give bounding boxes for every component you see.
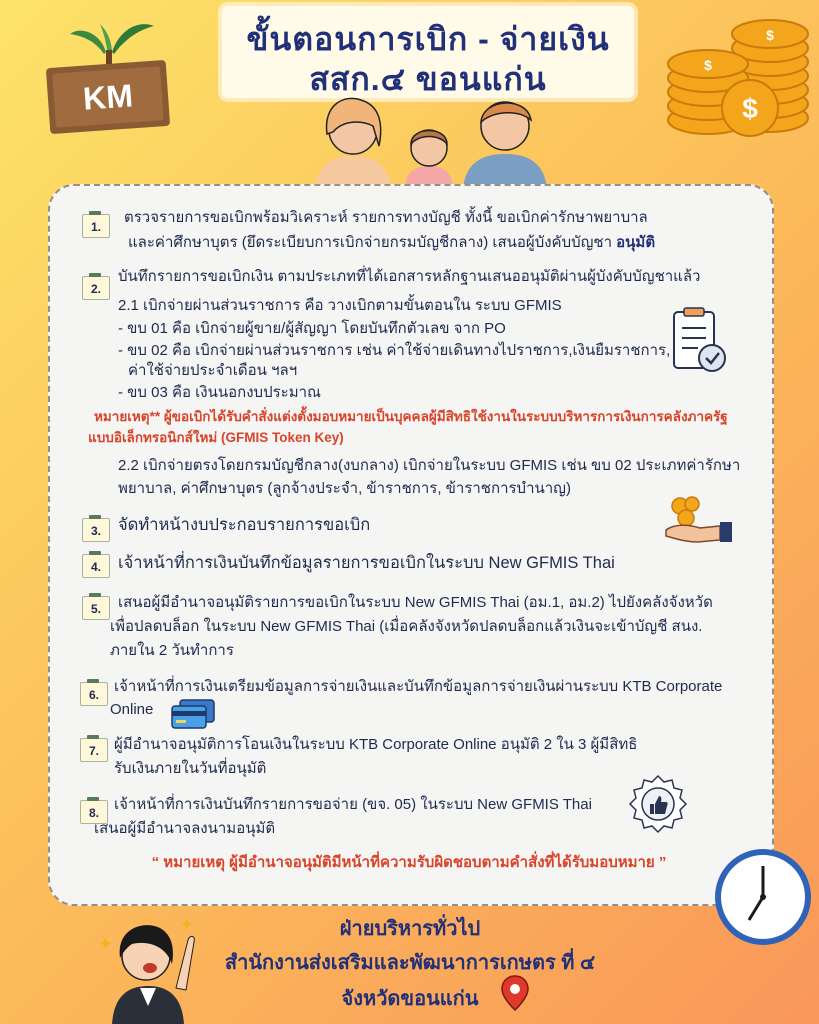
coin-stack-icon — [660, 8, 810, 148]
location-pin-icon — [500, 974, 530, 1012]
credit-card-icon — [170, 698, 216, 730]
step-2-note: หมายเหตุ** ผู้ขอเบิกได้รับคำสั่งแต่งตั้งมอบหมายเป็นบุคคลผู้มีสิทธิใช้งานในระบบบริหารการเงินการคลังภาครัฐ — [94, 409, 728, 424]
page-subtitle: สสก.๔ ขอนแก่น — [309, 61, 547, 97]
step-number-badge: 6. — [80, 682, 108, 706]
step-2-sub-1: 2.1 เบิกจ่ายผ่านส่วนราชการ คือ วางเบิกตามขั้นตอนใน ระบบ GFMIS — [118, 297, 562, 314]
step-number-badge: 1. — [82, 214, 110, 238]
step-3-text: จัดทำหน้างบประกอบรายการขอเบิก — [118, 516, 371, 534]
step-1-line-2: และค่าศึกษาบุตร (ยึดระเบียบการเบิกจ่ายกรมบัญชีกลาง) เสนอผู้บังคับบัญชา อนุมัติ — [128, 234, 656, 251]
svg-text:$: $ — [766, 27, 774, 43]
step-number-badge: 4. — [82, 554, 110, 578]
step-2-bullet: - ขบ 01 คือ เบิกจ่ายผู้ขาย/ผู้สัญญา โดยบันทึกตัวเลข จาก PO — [118, 320, 506, 337]
step-2-bullet: - ขบ 02 คือ เบิกจ่ายผ่านส่วนราชการ เช่น ค่าใช้จ่ายเดินทางไปราชการ,เงินยืมราชการ, — [118, 342, 671, 359]
step-2-sub-2: 2.2 เบิกจ่ายตรงโดยกรมบัญชีกลาง(งบกลาง) เบิกจ่ายในระบบ GFMIS เช่น ขบ 02 ประเภทค่ารักษา — [118, 457, 741, 474]
step-2-bullet: ค่าใช้จ่ายประจำเดือน ฯลฯ — [128, 362, 298, 379]
step-number-badge: 7. — [80, 738, 108, 762]
step-number-badge: 3. — [82, 518, 110, 542]
step-5-line: ภายใน 2 วันทำการ — [110, 642, 234, 659]
step-4-text: เจ้าหน้าที่การเงินบันทึกข้อมูลรายการขอเบิกในระบบ New GFMIS Thai — [118, 554, 615, 572]
clock-icon — [714, 848, 812, 946]
hand-coins-icon — [664, 496, 734, 544]
step-6-line: เจ้าหน้าที่การเงินเตรียมข้อมูลการจ่ายเงินและบันทึกข้อมูลการจ่ายเงินผ่านระบบ KTB Corporate — [114, 678, 723, 695]
step-5-line: เพื่อปลดบล็อก ในระบบ New GFMIS Thai (เมื่อคลังจังหวัดปลดบล็อกแล้วเงินจะเข้าบัญชี สนง. — [110, 618, 703, 635]
footer-office: สำนักงานส่งเสริมและพัฒนาการเกษตร ที่ ๔ — [224, 952, 596, 974]
step-7-line: รับเงินภายในวันที่อนุมัติ — [114, 760, 267, 777]
clipboard-check-icon — [668, 306, 730, 376]
step-number-badge: 5. — [82, 596, 110, 620]
step-number-badge: 2. — [82, 276, 110, 300]
step-8-line: เจ้าหน้าที่การเงินบันทึกรายการขอจ่าย (ขจ. 05) ในระบบ New GFMIS Thai — [114, 796, 592, 813]
step-2-sub-2: พยาบาล, ค่าศึกษาบุตร (ลูกจ้างประจำ, ข้าราชการ, ข้าราชการบำนาญ) — [118, 480, 571, 497]
approval-note: “ หมายเหตุ ผู้มีอำนาจอนุมัติมีหน้าที่ความรับผิดชอบตามคำสั่งที่ได้รับมอบหมาย ” — [151, 854, 667, 871]
step-2-line-1: บันทึกรายการขอเบิกเงิน ตามประเภทที่ได้เอกสารหลักฐานเสนออนุมัติผ่านผู้บังคับบัญชาแล้ว — [118, 268, 701, 285]
step-7-line: ผู้มีอำนาจอนุมัติการโอนเงินในระบบ KTB Corporate Online อนุมัติ 2 ใน 3 ผู้มีสิทธิ — [114, 736, 638, 753]
step-number-badge: 8. — [80, 800, 108, 824]
svg-text:✦: ✦ — [98, 934, 114, 955]
step-1-emphasis: อนุมัติ — [616, 234, 656, 251]
step-1-line-1: ตรวจรายการขอเบิกพร้อมวิเคราะห์ รายการทางบัญชี ทั้งนี้ ขอเบิกค่ารักษาพยาบาล — [124, 209, 648, 226]
family-illustration — [305, 86, 555, 190]
svg-text:$: $ — [704, 57, 712, 73]
step-6-line: Online — [110, 701, 154, 718]
step-5-line: เสนอผู้มีอำนาจอนุมัติรายการขอเบิกในระบบ New GFMIS Thai (อม.1, อม.2) ไปยังคลังจังหวัด — [118, 594, 713, 611]
thumbs-up-badge-icon — [628, 774, 688, 834]
svg-text:✦: ✦ — [180, 915, 194, 934]
km-sign-logo — [40, 12, 180, 142]
step-8-line: เสนอผู้มีอำนาจลงนามอนุมัติ — [94, 820, 276, 837]
step-2-bullet: - ขบ 03 คือ เงินนอกงบประมาณ — [118, 384, 321, 401]
footer-province: จังหวัดขอนแก่น — [341, 988, 479, 1010]
km-logo-text: KM — [81, 77, 135, 117]
footer-department: ฝ่ายบริหารทั่วไป — [339, 918, 481, 940]
page-title: ขั้นตอนการเบิก - จ่ายเงิน — [246, 21, 610, 57]
step-2-note: แบบอิเล็กทรอนิกส์ใหม่ (GFMIS Token Key) — [88, 430, 344, 445]
svg-text:$: $ — [742, 93, 758, 124]
